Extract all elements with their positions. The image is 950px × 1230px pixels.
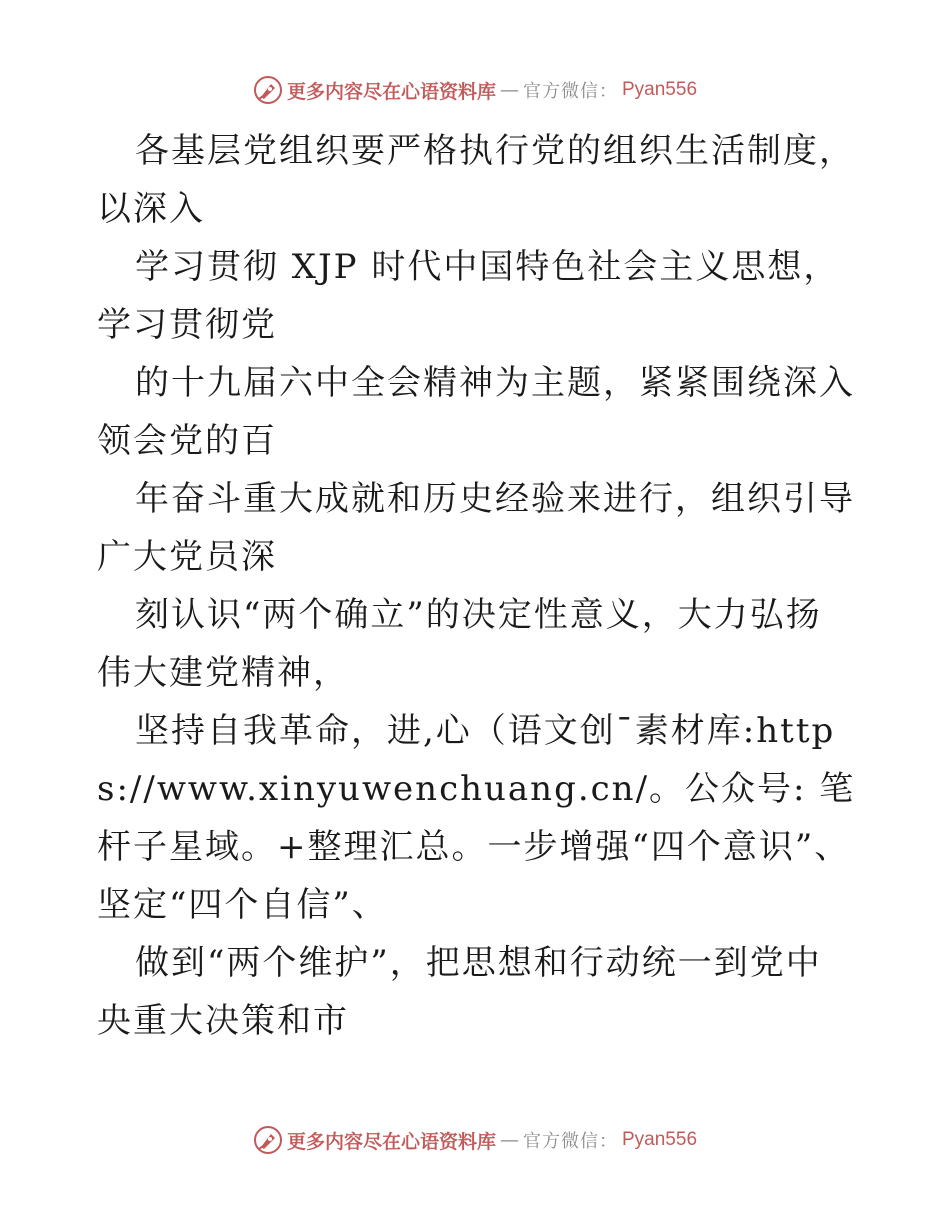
paragraph: 的十九届六中全会精神为主题，紧紧围绕深入领会党的百 [97, 363, 855, 461]
header-wechat-label: 官方微信： [523, 81, 618, 102]
header-wechat-id: Pyan556 [622, 79, 698, 100]
paragraph: 做到“两个维护”，把思想和行动统一到党中央重大决策和市 [97, 943, 822, 1041]
footer-wechat-id: Pyan556 [622, 1129, 698, 1150]
paragraph: 刻认识“两个确立”的决定性意义，大力弘扬伟大建党精神， [97, 595, 822, 693]
document-body [97, 122, 857, 1050]
paragraph: 坚持自我革命，进,心（语文创¯素材库:https://www.xinyuwenchuang.cn/。公众号: 笔杆子星域。+整理汇总。一步增强“四个意识”、坚定“四个自信”、 [97, 711, 856, 925]
footer-brand-text: 更多内容尽在心语资料库 [286, 1130, 496, 1153]
pen-nib-icon [253, 1125, 283, 1155]
header-dash: — [500, 79, 519, 101]
header-brand-text: 更多内容尽在心语资料库 [286, 80, 496, 103]
header-banner [0, 72, 950, 108]
footer-banner [0, 1122, 950, 1158]
footer-wechat-label: 官方微信： [523, 1131, 618, 1152]
paragraph: 学习贯彻 XJP 时代中国特色社会主义思想，学习贯彻党 [97, 247, 840, 345]
pen-nib-icon [253, 75, 283, 105]
paragraph: 年奋斗重大成就和历史经验来进行，组织引导广大党员深 [97, 479, 855, 577]
paragraph: 各基层党组织要严格执行党的组织生活制度，以深入 [97, 131, 855, 229]
footer-dash: — [500, 1129, 519, 1151]
